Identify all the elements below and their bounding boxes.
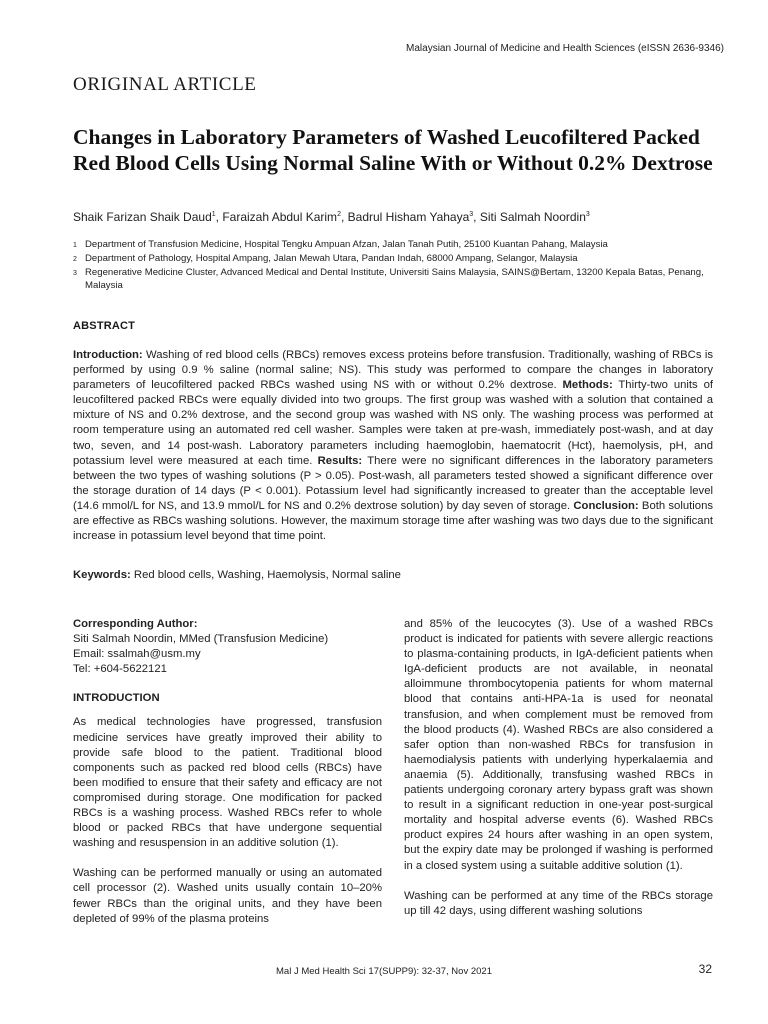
left-column bbox=[73, 617, 382, 927]
author-list: Shaik Farizan Shaik Daud$^1$, Faraizah Abdul Karim$^2$, Badrul Hisham Yahaya$^3$, Siti Salmah Noordin$^3$ bbox=[73, 210, 590, 224]
conclusion-label: Conclusion: bbox=[573, 499, 639, 512]
journal-header: Malaysian Journal of Medicine and Health Sciences (eISSN 2636-9346) bbox=[406, 43, 724, 54]
affiliation: 3 Regenerative Medicine Cluster, Advanced Medical and Dental Institute, Universiti Sains Malaysia, SAINS@Bertam, 13200 Kepala Batas, Penang, Malaysia bbox=[73, 267, 704, 291]
intro-paragraph: Washing can be performed manually or using an automated cell processor (2). Washed units usually contain 10–20% fewer RBCs than the original units, and they have been depleted of 99% of the plasma proteins bbox=[73, 867, 382, 925]
abstract-body: Introduction: Washing of red blood cells (RBCs) removes excess proteins before transfusion. Traditionally, washing of RBCs is performed by using 0.9 % saline (normal saline; NS). This study was performed to compare the changes in laboratory parameters of leucofiltered packed RBCs washed using NS with or without 0.2% dextrose. Methods: Thirty-two units of leucofiltered packed RBCs were equally divided into two groups. The first group was washed with a solution that contained a mixture of NS and 0.2% dextrose, and the second group was washed with NS only. The washing process was performed at room temperature using an automated red cell washer. Samples were taken at pre-wash, immediately post-wash, and at day two, seven, and 14 post-wash. Laboratory parameters including haemoglobin, haematocrit (Hct), haemolysis, pH, and potassium level were measured at each time. Results: There were no significant differences in the laboratory parameters between the two types of washing solutions (P > 0.05). Post-wash, all parameters tested showed a significant difference over the storage duration of 14 days (P < 0.001). Potassium level had significantly increased to greater than the acceptable level (14.6 mmol/L for NS, and 13.9 mmol/L for NS and 0.2% dextrose solution) by day seven of storage. Conclusion: Both solutions are effective as RBCs washing solutions. However, the maximum storage time after washing was two days due to the significant increase in potassium level beyond that time point. bbox=[73, 349, 714, 543]
intro-paragraph: As medical technologies have progressed, transfusion medicine services have greatly improved their ability to provide safe blood to the patient. Traditional blood components such as packed red blood cells (RBCs) have been modified to ensure that their safety and efficacy are not compromised during storage. One modification for packed RBCs is a washing process. Washed RBCs refer to whole blood or packed RBCs that have undergone sequential washing and resuspension in an additive solution (1). bbox=[73, 716, 382, 850]
corresponding-heading: Corresponding Author: bbox=[73, 618, 198, 630]
author: Shaik Farizan Shaik Daud bbox=[73, 210, 212, 224]
affiliation: 2 Department of Pathology, Hospital Ampang, Jalan Mewah Utara, Pandan Indah, 68000 Ampang, Selangor, Malaysia bbox=[73, 253, 578, 264]
corresponding-tel: Tel: +604-5622121 bbox=[73, 663, 167, 676]
corresponding-email[interactable]: Email: ssalmah@usm.my bbox=[73, 648, 201, 661]
affiliation: 1 Department of Transfusion Medicine, Hospital Tengku Ampuan Afzan, Jalan Tanah Putih, 25100 Kuantan Pahang, Malaysia bbox=[73, 239, 608, 250]
paper-title: Changes in Laboratory Parameters of Washed Leucofiltered Packed Red Blood Cells Using Normal Saline With or Without 0.2% Dextrose bbox=[73, 125, 713, 175]
footer-citation: Mal J Med Health Sci 17(SUPP9): 32-37, Nov 2021 bbox=[276, 966, 492, 977]
author: Faraizah Abdul Karim bbox=[222, 210, 338, 224]
keywords: Keywords: Red blood cells, Washing, Haemolysis, Normal saline bbox=[73, 569, 401, 581]
introduction-heading: INTRODUCTION bbox=[73, 692, 160, 705]
corresponding-name: Siti Salmah Noordin, MMed (Transfusion Medicine) bbox=[73, 633, 329, 646]
intro-label: Introduction: bbox=[73, 349, 143, 361]
intro-paragraph: and 85% of the leucocytes (3). Use of a washed RBCs product is indicated for patients with severe allergic reactions to plasma-containing products, in IgA-deficient patients when IgA-deficient products are not available, in neonatal alloimmune thrombocytopenia patients for whom maternal blood that contains anti-HPA-1a is used for neonatal transfusion, and when complement must be removed from the blood products (4). Washed RBCs are also considered a safer option than non-washed RBCs for transfusion in haemodialysis patients with underlying hyperkalaemia and anaemia (5). Additionally, transfusing washed RBCs in patients undergoing coronary artery bypass graft was shown to result in a significant reduction in one-year post-surgical mortality and hospital adverse events (6). Washed RBCs product expires 24 hours after washing in an open system, but the expiry date may be prolonged if washing is performed in a closed system using a suitable additive solution (1). bbox=[404, 618, 713, 872]
keywords-label: Keywords: bbox=[73, 569, 131, 581]
intro-paragraph: Washing can be performed at any time of the RBCs storage up till 42 days, using different washing solutions bbox=[404, 889, 713, 917]
methods-label: Methods: bbox=[562, 379, 613, 392]
author: Badrul Hisham Yahaya bbox=[347, 210, 470, 224]
affiliations bbox=[73, 238, 713, 292]
abstract-heading: ABSTRACT bbox=[73, 320, 136, 332]
results-label: Results: bbox=[317, 454, 363, 467]
right-column bbox=[404, 617, 713, 919]
author: Siti Salmah Noordin bbox=[479, 210, 586, 224]
article-type: ORIGINAL ARTICLE bbox=[73, 74, 257, 95]
page-number: 32 bbox=[698, 962, 712, 976]
